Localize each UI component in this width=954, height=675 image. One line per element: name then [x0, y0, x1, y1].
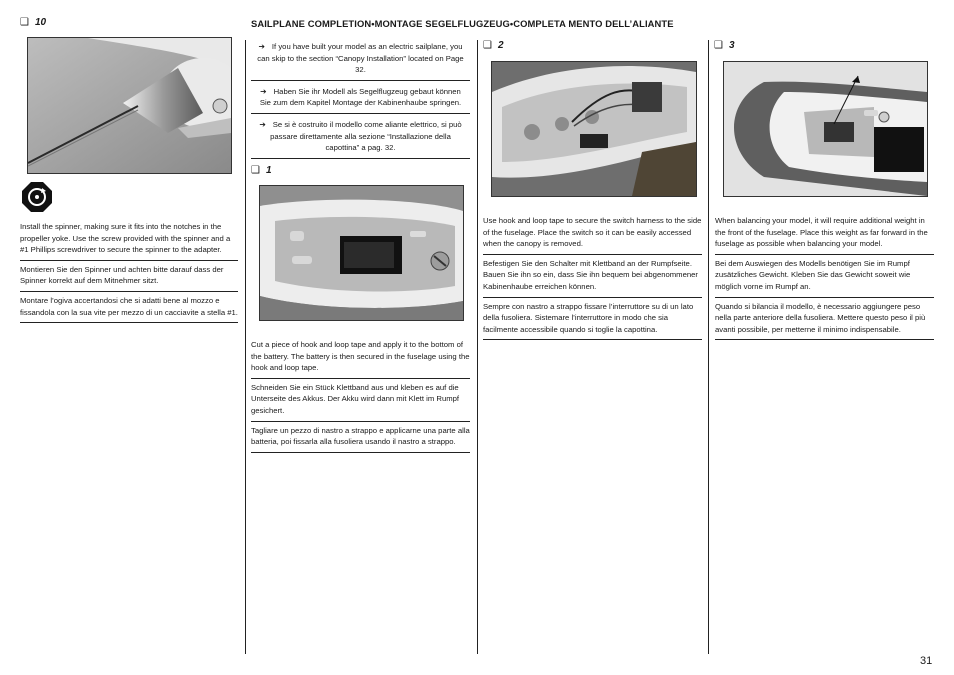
step-number: 2	[497, 40, 504, 51]
balance-weight-photo	[723, 61, 928, 197]
paragraph-english: Cut a piece of hook and loop tape and apply it to the bottom of the battery. The battery is then secured in the fuselage using the hook and loop tape.	[251, 339, 470, 379]
note-english: ➔ If you have built your model as an electric sailplane, you can skip to the section “Canopy Installation” located on Page 32.	[251, 36, 470, 81]
step-1-header	[251, 165, 272, 176]
arrow-icon: ➔	[259, 119, 266, 129]
arrow-icon: ➔	[258, 42, 265, 51]
checkbox-icon: ❑	[714, 40, 723, 51]
step-2-text	[483, 215, 702, 340]
step-1-text	[251, 339, 470, 453]
note-italian: ➔ Se si è costruito il modello come aliante elettrico, si può passare direttamente alla sezione “Installazione della capottina” a pag. 32.	[251, 114, 470, 159]
weight-photo-illustration	[724, 62, 927, 196]
step-number: 3	[728, 40, 735, 51]
page-number: 31	[920, 655, 933, 667]
note-german: ➔ Haben Sie ihr Modell als Segelflugzeug gebaut können Sie zum dem Kapitel Montage der Kabinenhaube springen.	[251, 81, 470, 114]
checkbox-icon: ❑	[483, 40, 492, 51]
step-3-text	[715, 215, 934, 340]
step-2-header	[483, 40, 504, 51]
paragraph-italian: Tagliare un pezzo di nastro a strappo e applicarne una parte alla batteria, poi fissarla alla fusoliera usando il nastro a strappo.	[251, 422, 470, 453]
page-title: SAILPLANE COMPLETION•MONTAGE SEGELFLUGZEUG•COMPLETA MENTO DELL’ALIANTE	[251, 18, 674, 29]
step-3-header	[714, 40, 735, 51]
switch-harness-photo	[491, 61, 697, 197]
switch-photo-illustration	[492, 62, 696, 196]
paragraph-english: Install the spinner, making sure it fits into the notches in the propeller yoke. Use the screw provided with the spinner and a #1 Phillips screwdriver to secure the spinner to the adapter.	[20, 221, 238, 261]
paragraph-german: Bei dem Auswiegen des Modells benötigen Sie im Rumpf zusätzliches Gewicht. Kleben Sie das Gewicht soweit wie möglich vorne im Rumpf an.	[715, 255, 934, 298]
paragraph-german: Montieren Sie den Spinner und achten bitte darauf dass der Spinner korrekt auf dem Mitnehmer sitzt.	[20, 261, 238, 292]
paragraph-italian: Sempre con nastro a strappo fissare l’interruttore su di un lato della fusoliera. Sistemare l’interruttore in modo che sia facilmente accessibile quando si toglie la capottina.	[483, 298, 702, 341]
checkbox-icon: ❑	[20, 17, 29, 28]
spinner-photo-illustration	[28, 38, 231, 173]
arrow-icon: ➔	[260, 86, 267, 96]
step-number: 1	[265, 165, 272, 176]
paragraph-german: Befestigen Sie den Schalter mit Klettband an der Rumpfseite. Bauen Sie ihn so ein, dass Sie ihn bequem bei abgenommener Kabinenhaube erreichen können.	[483, 255, 702, 298]
paragraph-italian: Quando si bilancia il modello, è necessario aggiungere peso nella parte anteriore della fusoliera. Mettere questo peso il più avanti possibile, per metterne il minimo indispensabile.	[715, 298, 934, 341]
step-number: 10	[34, 17, 47, 28]
paragraph-english: When balancing your model, it will require additional weight in the front of the fuselage. Place this weight as far forward in the fuselage as possible when balancing your model.	[715, 215, 934, 255]
paragraph-italian: Montare l’ogiva accertandosi che si adatti bene al mozzo e fissandola con la sua vite per mezzo di un cacciavite a stella #1.	[20, 292, 238, 323]
paragraph-german: Schneiden Sie ein Stück Klettband aus und kleben es auf die Unterseite des Akkus. Der Akku wird dann mit Klett im Rumpf gesichert.	[251, 379, 470, 422]
checkbox-icon: ❑	[251, 165, 260, 176]
spinner-photo	[27, 37, 232, 174]
warning-icon	[22, 182, 52, 212]
paragraph-english: Use hook and loop tape to secure the switch harness to the side of the fuselage. Place the switch so it can be easily accessed when the canopy is removed.	[483, 215, 702, 255]
electric-sailplane-notes	[251, 36, 470, 159]
column-divider	[245, 40, 246, 654]
battery-fuselage-photo	[259, 185, 464, 321]
battery-photo-illustration	[260, 186, 463, 320]
step-10-text	[20, 221, 238, 323]
column-divider	[708, 40, 709, 654]
column-divider	[477, 40, 478, 654]
step-10-header	[20, 17, 46, 28]
